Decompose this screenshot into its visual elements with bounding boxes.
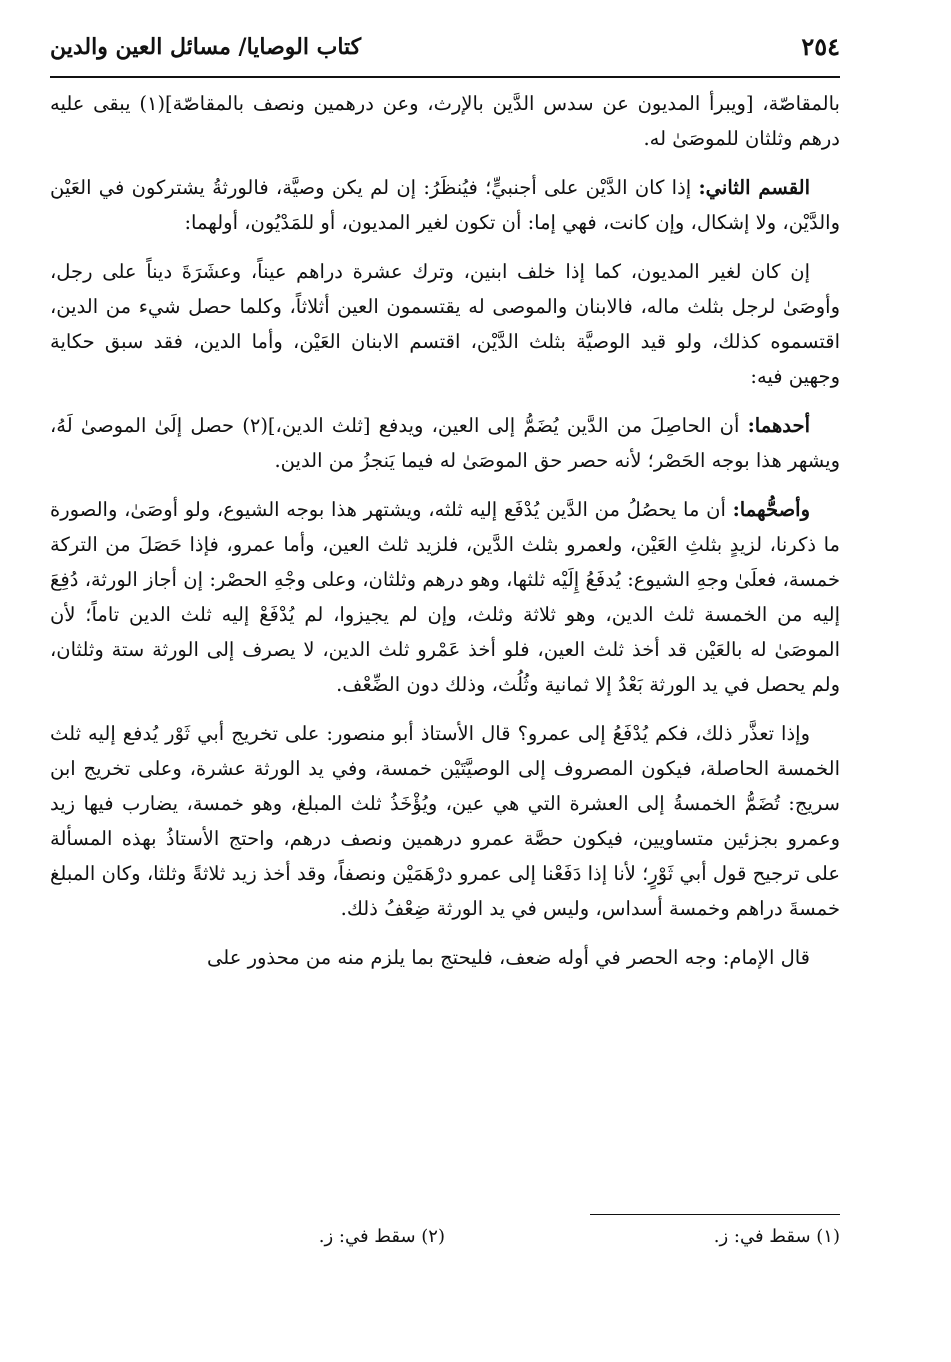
footnote-rule (590, 1214, 840, 1215)
footnotes (50, 1226, 840, 1256)
paragraph (50, 254, 840, 394)
paragraph (50, 940, 840, 975)
paragraph (50, 170, 840, 240)
paragraph-text: قال الإمام: وجه الحصر في أوله ضعف، فليحتج بما يلزم منه من محذور على (207, 946, 810, 969)
running-title: كتاب الوصايا/ مسائل العين والدين (50, 34, 362, 60)
paragraph-lead: وأصحُّهما: (732, 498, 810, 521)
paragraph (50, 492, 840, 702)
header-rule (50, 76, 840, 78)
footnote-2: (٢) سقط في: ز. (318, 1226, 445, 1247)
paragraph-text: إذا كان الدَّيْن على أجنبيٍّ؛ فيُنظَرُ: إن لم يكن وصيَّة، فالورثةُ يشتركون في العَيْن والدَّيْن، ولا إشكال، وإن كانت، فهي إما: أن تكون لغير المديون، أو للمَدْيُون، أولهما: (50, 176, 840, 234)
paragraph-text: وإذا تعذَّر ذلك، فكم يُدْفَعُ إلى عمرو؟ قال الأستاذ أبو منصور: على تخريج أبي ثَوْر يُدفع إليه ثلث الخمسة الحاصلة، فيكون المصروف إلى الوصيَّتَيْن خمسة، وفي يد الورثة عشرة، وعلى تخريج ابن سريج: تُضَمُّ الخمسةُ إلى العشرة التي هي عين، ويُؤْخَذُ ثلث المبلغ، وهو خمسة، يضارب فيها زيد وعمرو بجزئين متساويين، فيكون حصَّة عمرو درهمين ونصف درهم، واحتج الأستاذُ بهذه المسألة على ترجيح قول أبي ثَوْرٍ؛ لأنا إذا دَفَعْنا إلى عمرو درْهَمَيْن ونصفاً، وقد أخذ زيد ثلاثةً وثلثا، وكان المبلغ خمسةَ دراهم وخمسة أسداس، وليس في يد الورثة ضِعْفُ ذلك. (50, 722, 840, 920)
page-number: ٢٥٤ (801, 32, 840, 61)
paragraph (50, 408, 840, 478)
paragraph-text: بالمقاصّة، [ويبرأ المديون عن سدس الدَّين بالإرث، وعن درهمين ونصف بالمقاصّة](١) يبقى عليه درهم وثلثان للموصَىٰ له. (50, 92, 840, 150)
paragraph-lead: أحدهما: (747, 414, 810, 437)
body-text (50, 86, 840, 989)
paragraph-text: إن كان لغير المديون، كما إذا خلف ابنين، وترك عشرة دراهم عيناً، وعشَرَةَ ديناً على رجل، وأوصَىٰ لرجل بثلث ماله، فالابنان والموصى له يقتسمون العين أثلاثاً، وكلما حصل شيء من الدين، اقتسموه كذلك، ولو قيد الوصيَّة بثلث الدَّيْن، اقتسم الابنان العَيْن، وأما الدين، فقد سبق حكاية وجهين فيه: (50, 260, 840, 388)
paragraph (50, 716, 840, 926)
footnote-1: (١) سقط في: ز. (713, 1226, 840, 1247)
paragraph-lead: القسم الثاني: (698, 176, 810, 199)
page-header (50, 30, 840, 70)
paragraph-text: أن ما يحصُلُ من الدَّين يُدْفَع إليه ثلثه، ويشتهر هذا بوجه الشيوع، ولو أوصَىٰ، والصورة ما ذكرنا، لزيدٍ بثلثِ العَيْن، ولعمرو بثلث الدَّين، فلزيد ثلث العين، وأما عمرو، فإذا حَصَلَ من التركة خمسة، فعلَىٰ وجهِ الشيوع: يُدفَعُ إِلَيْه ثلثها، وهو درهم وثلثان، وعلى وجْهِ الحصْر: إن أجاز الورثة، دُفِعَ إليه من الخمسة ثلث الدين، وهو ثلاثة وثلث، وإن لم يجيزوا، لم يُدْفَعْ إليه ثلث الدين تاماً؛ لأن الموصَىٰ له بالعَيْن قد أخذ ثلث العين، فلو أخذ عَمْرو ثلث الدين، لا يصرف إلى الورثة ستة وثلثان، ولم يحصل في يد الورثة بَعْدُ إلا ثمانية وثُلُث، وذلك دون الضِّعْف. (50, 498, 840, 696)
paragraph (50, 86, 840, 156)
paragraph-text: أن الحاصِلَ من الدَّين يُضَمُّ إلى العين، ويدفع [ثلث الدين،](٢) حصل إلَىٰ الموصىٰ لَهُ، ويشهر هذا بوجه الحَصْر؛ لأنه حصر حق الموصَىٰ له فيما يَنجزُ من الدين. (50, 414, 840, 472)
